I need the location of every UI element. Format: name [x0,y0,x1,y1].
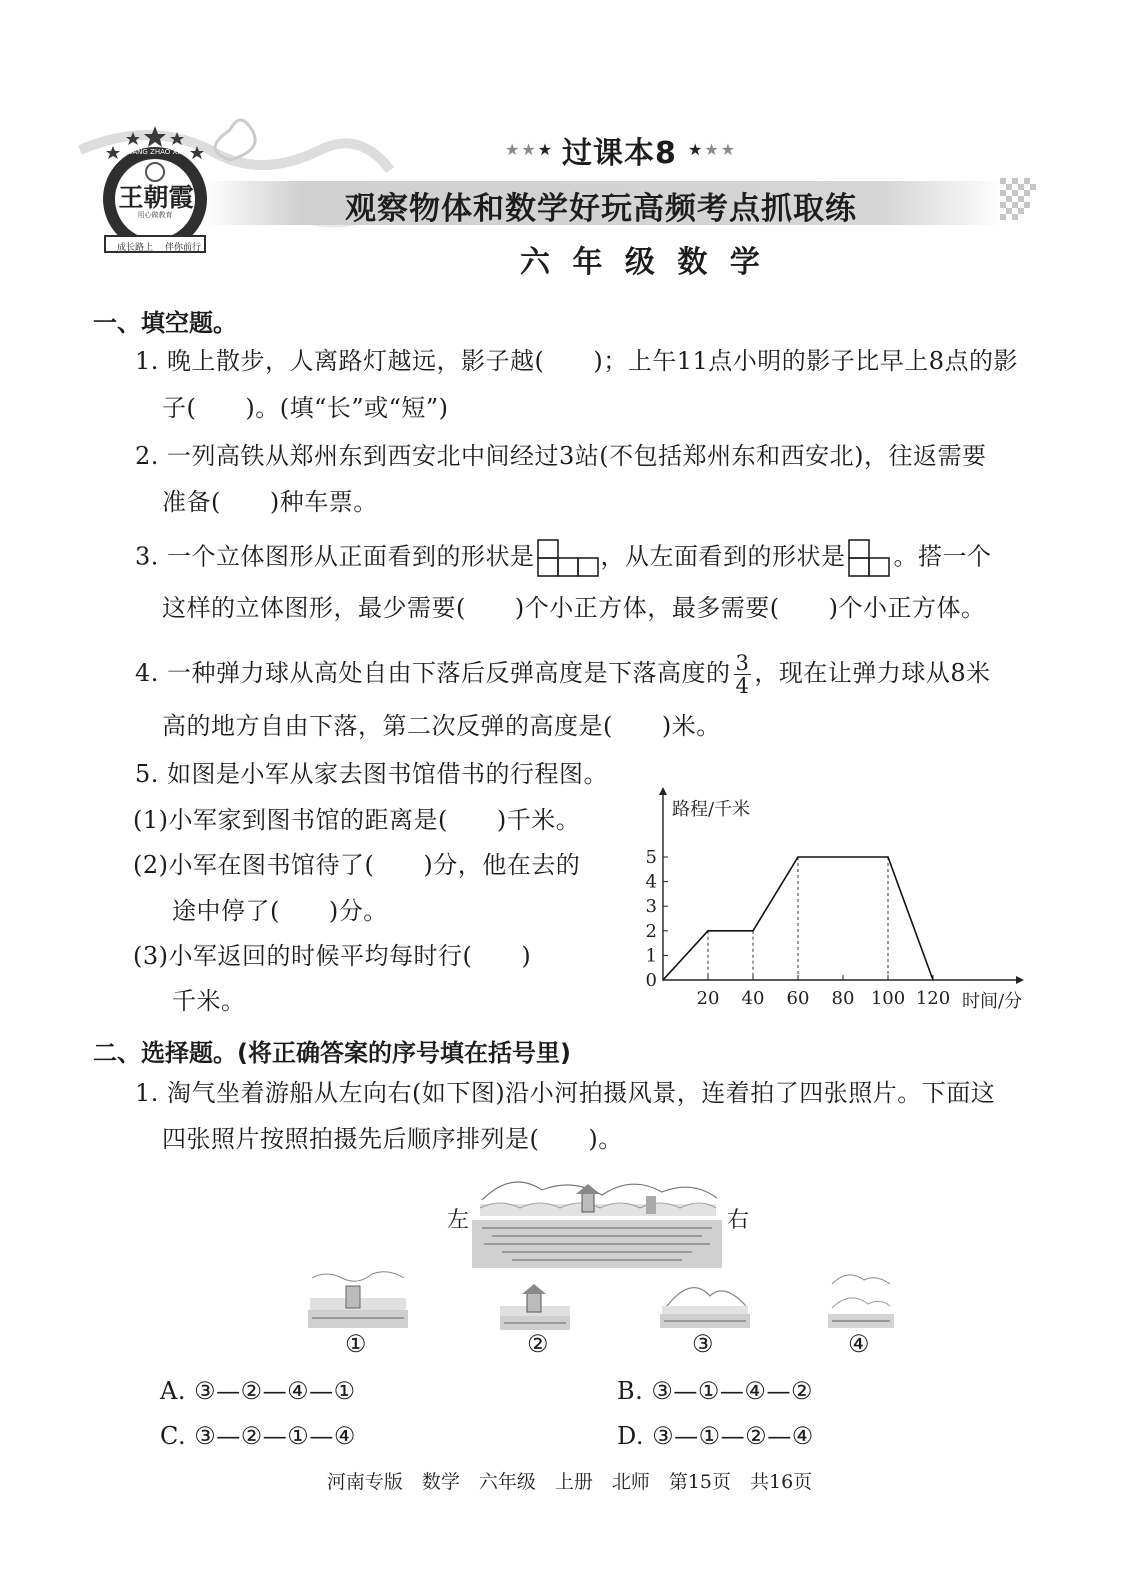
section1-heading: 一、填空题。 [93,309,237,337]
river-panorama-image [472,1170,722,1270]
front-view-shape [537,538,599,578]
q5-intro: 5. 如图是小军从家去图书馆借书的行程图。 [135,760,609,788]
q3-line2: 这样的立体图形，最少需要( )个小正方体，最多需要( )个小正方体。 [162,594,986,622]
series-stars-right: ★★★ [688,140,738,159]
q2-line2: 准备( )种车票。 [162,488,378,516]
checker-pattern [1000,178,1040,228]
q3-text-part2: ，从左面看到的形状是 [600,542,846,571]
photo-4-image [828,1270,894,1330]
right-label: 右 [727,1208,750,1233]
q5-sub1: (1)小军家到图书馆的距离是( )千米。 [133,806,581,834]
q1-line1: 1. 晚上散步，人离路灯越远，影子越( )；上午11点小明的影子比早上8点的影 [135,347,1019,375]
q3-text-part1: 3. 一个立体图形从正面看到的形状是 [135,542,535,571]
s2-q1-line1: 1. 淘气坐着游船从左向右(如下图)沿小河拍摄风景，连着拍了四张照片。下面这 [135,1079,996,1107]
q3-text-part3: 。搭一个 [893,542,992,571]
logo-name: 王朝霞 [118,183,194,212]
q5-sub2-line2: 途中停了( )分。 [172,897,388,925]
option-c[interactable]: C. ③—②—①—④ [160,1422,356,1450]
q5-sub2-line1: (2)小军在图书馆待了( )分，他在去的 [133,851,581,879]
left-label: 左 [447,1208,470,1233]
series-stars-left: ★★★ [505,140,555,159]
y-tick-label-2: 2 [645,920,657,942]
x-tick-label-80: 80 [831,988,855,1009]
distance-time-chart [630,785,1050,1015]
section2-heading: 二、选择题。(将正确答案的序号填在括号里) [93,1039,571,1067]
photo-1-image [308,1268,408,1330]
option-a[interactable]: A. ③—②—④—① [160,1377,356,1405]
y-axis-arrow [659,787,667,795]
q4-text-part1: 4. 一种弹力球从高处自由下落后反弹高度是下落高度的 [135,659,731,687]
s2-q1-line2: 四张照片按照拍摄先后顺序排列是( )。 [162,1125,623,1153]
x-axis-arrow [1016,976,1024,984]
x-tick-label-100: 100 [870,988,906,1009]
option-b[interactable]: B. ③—①—④—② [617,1377,813,1405]
fraction-three-quarters [734,652,752,697]
logo-slogan: 用心做教育 [137,211,173,219]
data-point-120 [932,979,934,981]
q2-line1: 2. 一列高铁从郑州东到西安北中间经过3站(不包括郑州东和西安北)，往返需要 [135,442,987,470]
option-d[interactable]: D. ③—①—②—④ [617,1422,814,1450]
x-tick-label-40: 40 [741,988,765,1009]
photo-3-image [660,1270,750,1330]
photo-2-label: ② [527,1330,550,1358]
x-tick-label-60: 60 [786,988,810,1009]
logo-banner-right: 伴你前行 [164,243,201,253]
x-axis-label: 时间/分 [962,991,1023,1012]
photo-1-label: ① [345,1330,368,1358]
logo-arc-text: WANG ZHAO XIA [125,148,185,156]
y-tick-label-3: 3 [645,896,657,918]
y-tick-label-4: 4 [645,871,657,893]
page-footer: 河南专版 数学 六年级 上册 北师 第15页 共16页 [326,1471,813,1493]
data-point-60 [797,856,799,858]
x-tick-label-120: 120 [915,988,951,1009]
q3-line1 [135,538,992,578]
page-subtitle: 六 年 级 数 学 [520,245,766,280]
q5-sub3-line2: 千米。 [172,987,246,1015]
fraction-numerator: 3 [735,651,750,675]
q4-line2: 高的地方自由下落，第二次反弹的高度是( )米。 [162,712,721,740]
q1-line2: 子( )。(填“长”或“短”) [162,394,449,422]
logo-banner-left: 成长路上 [116,243,153,253]
y-tick-label-5: 5 [645,847,657,868]
y-axis-label: 路程/千米 [672,799,751,820]
left-view-shape [848,538,892,578]
page-title: 观察物体和数学好玩高频考点抓取练 [345,191,857,227]
fraction-denominator: 4 [735,674,750,698]
series-title: 过课本8 [562,136,677,171]
q4-text-part2: ，现在让弹力球从8米 [754,659,991,687]
photo-2-image [500,1280,570,1330]
y-tick-label-0: 0 [645,970,657,991]
data-point-40 [752,930,754,932]
photo-4-label: ④ [848,1330,871,1358]
data-point-0 [662,979,664,981]
data-point-100 [887,856,889,858]
y-tick-label-1: 1 [645,945,657,967]
data-point-20 [707,930,709,932]
q4-line1 [135,652,991,697]
q5-sub3-line1: (3)小军返回的时候平均每时行( ) [133,942,532,970]
x-tick-label-20: 20 [696,988,720,1009]
photo-3-label: ③ [692,1330,715,1358]
